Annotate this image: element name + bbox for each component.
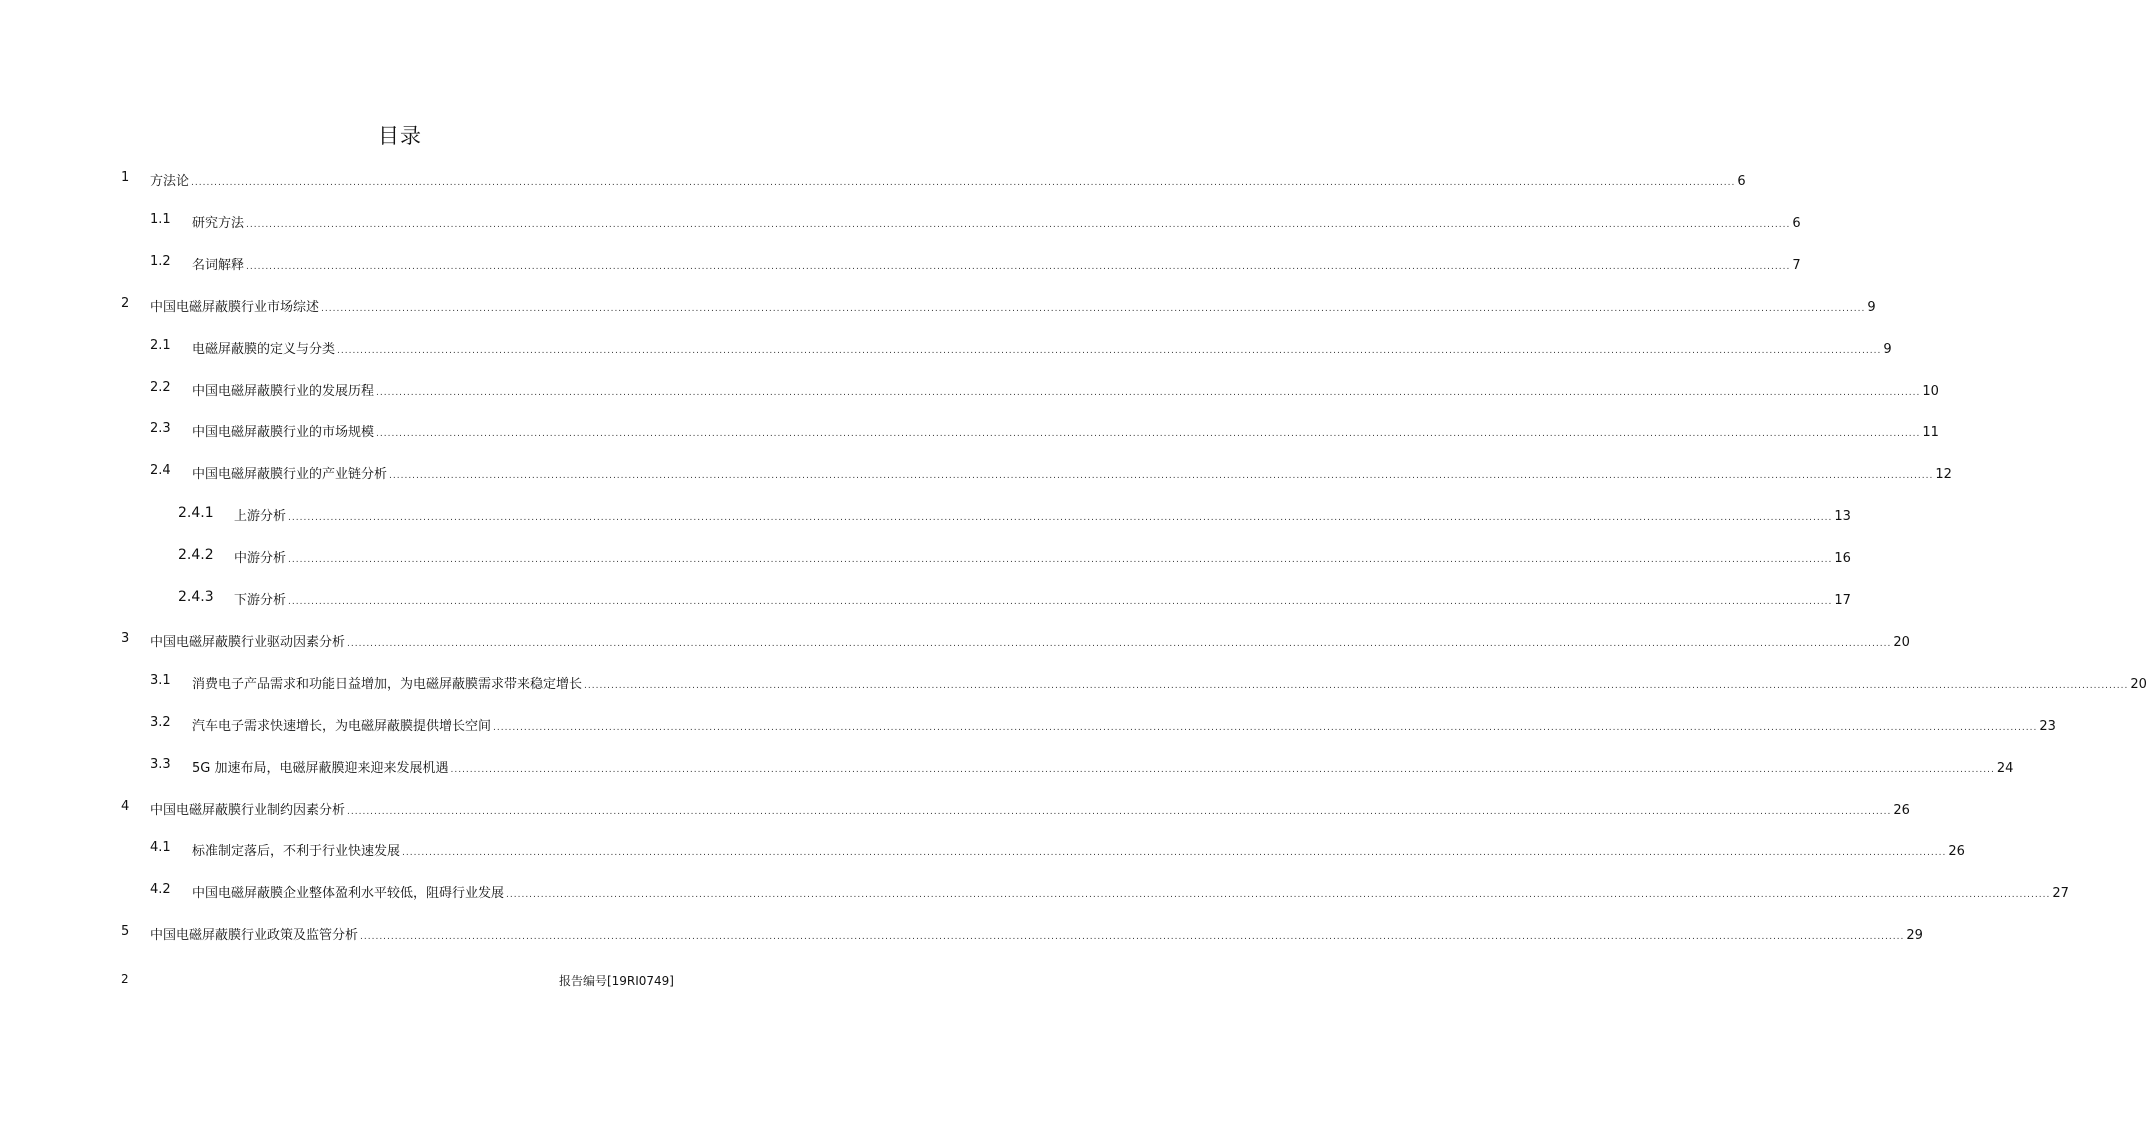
toc-entry-number: 2 — [121, 295, 130, 311]
toc-entry-number: 2.4.3 — [178, 589, 214, 605]
toc-leader-dots: ................................................................................................................................................................................................................................................................................................................................................................................................................ — [584, 680, 2129, 691]
toc-entry[interactable] — [0, 253, 1801, 276]
toc-entry-text — [192, 254, 1801, 273]
toc-entry[interactable] — [0, 798, 1910, 821]
toc-entry-label: 下游分析 — [234, 593, 287, 608]
toc-entry-page: 13 — [1834, 509, 1851, 525]
toc-entry-label: 中国电磁屏蔽膜行业的市场规模 — [192, 425, 375, 441]
toc-entry-label: 中国电磁屏蔽膜行业政策及监管分析 — [150, 928, 359, 944]
toc-entry-text — [150, 631, 1910, 650]
toc-entry-page: 11 — [1922, 425, 1939, 441]
toc-entry[interactable] — [0, 337, 1892, 360]
toc-entry-page: 17 — [1834, 593, 1851, 608]
toc-entry-text — [192, 715, 2056, 734]
toc-leader-dots: ................................................................................................................................................................................................................................................................................................................................................................................................................ — [360, 932, 1905, 943]
toc-entry-text — [234, 547, 1851, 567]
toc-entry-text — [150, 924, 1923, 944]
toc-entry-text — [192, 212, 1801, 231]
toc-entry-text — [192, 421, 1939, 441]
toc-entry-label: 中国电磁屏蔽膜行业驱动因素分析 — [150, 634, 346, 650]
toc-entry-number: 2.2 — [150, 379, 171, 395]
toc-entry-number: 4.1 — [150, 840, 171, 856]
toc-entry-page: 27 — [2052, 886, 2069, 902]
toc-title: 目录 — [378, 124, 422, 148]
toc-entry-page: 29 — [1906, 928, 1923, 944]
toc-entry-label: 中国电磁屏蔽膜行业的产业链分析 — [192, 467, 388, 483]
toc-entry-text — [234, 589, 1851, 608]
toc-entry[interactable] — [0, 463, 1952, 485]
toc-entry-page: 6 — [1737, 174, 1746, 189]
toc-entry-page: 20 — [2130, 676, 2147, 692]
toc-entry-page: 9 — [1867, 299, 1876, 315]
toc-entry-text — [234, 505, 1851, 525]
toc-entry-page: 26 — [1893, 802, 1910, 818]
toc-entry-label: 标准制定落后，不利于行业快速发展 — [192, 844, 401, 860]
toc-leader-dots: ................................................................................................................................................................................................................................................................................................................................................................................................................ — [376, 429, 1921, 440]
toc-entry[interactable] — [0, 211, 1801, 234]
toc-entry-page: 24 — [1996, 760, 2014, 776]
toc-entry-text — [192, 338, 1892, 357]
toc-entry-label: 中国电磁屏蔽膜行业市场综述 — [150, 299, 320, 315]
toc-entry[interactable] — [0, 589, 1851, 611]
toc-entry-text — [192, 380, 1939, 399]
toc-entry[interactable] — [0, 547, 1851, 569]
toc-entry-number: 2.1 — [150, 337, 171, 353]
toc-entry-label: 中国电磁屏蔽膜企业整体盈利水平较低，阻碍行业发展 — [192, 886, 505, 902]
toc-leader-dots: ................................................................................................................................................................................................................................................................................................................................................................................................................ — [337, 345, 1882, 356]
toc-leader-dots: ................................................................................................................................................................................................................................................................................................................................................................................................................ — [288, 555, 1833, 566]
toc-entry-label: 中国电磁屏蔽膜行业制约因素分析 — [150, 802, 346, 818]
toc-entry-label: 中游分析 — [234, 551, 287, 567]
toc-entry-page: 10 — [1922, 383, 1939, 399]
toc-entry-number: 4 — [121, 798, 130, 814]
toc-leader-dots: ................................................................................................................................................................................................................................................................................................................................................................................................................ — [246, 219, 1791, 230]
toc-entry-number: 5 — [121, 924, 130, 940]
toc-entry-page: 12 — [1935, 467, 1952, 483]
toc-entry-label: 中国电磁屏蔽膜行业的发展历程 — [192, 383, 375, 399]
toc-entry-number: 1 — [121, 170, 130, 185]
toc-entry-number: 3.2 — [150, 714, 171, 730]
toc-leader-dots: ................................................................................................................................................................................................................................................................................................................................................................................................................ — [402, 848, 1947, 859]
footer-report-id: 报告编号[19RI0749] — [558, 974, 674, 988]
toc-entry-number: 3.1 — [150, 672, 171, 688]
toc-entry-text — [150, 799, 1910, 818]
toc-entry-number: 3 — [121, 630, 130, 646]
toc-entry-number: 2.4 — [150, 463, 171, 479]
toc-entry-text — [192, 673, 2147, 692]
toc-leader-dots: ................................................................................................................................................................................................................................................................................................................................................................................................................ — [246, 261, 1791, 272]
toc-entry[interactable] — [0, 756, 2014, 779]
toc-entry[interactable] — [0, 379, 1939, 402]
toc-entry-number: 3.3 — [150, 756, 171, 772]
toc-entry[interactable] — [0, 714, 2056, 737]
toc-leader-dots: ................................................................................................................................................................................................................................................................................................................................................................................................................ — [389, 471, 1934, 482]
toc-entry-number: 2.4.1 — [178, 505, 214, 522]
toc-leader-dots: ................................................................................................................................................................................................................................................................................................................................................................................................................ — [191, 178, 1736, 188]
toc-entry-page: 20 — [1893, 634, 1910, 650]
toc-entry-label: 5G 加速布局，电磁屏蔽膜迎来迎来发展机遇 — [192, 760, 449, 776]
toc-leader-dots: ................................................................................................................................................................................................................................................................................................................................................................................................................ — [321, 303, 1866, 314]
toc-entry-text — [150, 296, 1876, 315]
toc-leader-dots: ................................................................................................................................................................................................................................................................................................................................................................................................................ — [450, 764, 1995, 775]
toc-entry-text — [192, 757, 2014, 776]
toc-leader-dots: ................................................................................................................................................................................................................................................................................................................................................................................................................ — [347, 638, 1892, 649]
toc-entry[interactable] — [0, 295, 1876, 318]
toc-entry-page: 23 — [2039, 718, 2056, 734]
toc-leader-dots: ................................................................................................................................................................................................................................................................................................................................................................................................................ — [506, 890, 2051, 901]
toc-entry-number: 2.3 — [150, 421, 171, 437]
toc-leader-dots: ................................................................................................................................................................................................................................................................................................................................................................................................................ — [347, 806, 1892, 817]
toc-entry-label: 方法论 — [150, 174, 190, 189]
toc-entry[interactable] — [0, 882, 2069, 904]
toc-entry-page: 6 — [1792, 215, 1801, 231]
toc-entry-label: 研究方法 — [192, 215, 245, 231]
toc-entry-number: 2.4.2 — [178, 547, 214, 564]
footer-page-number: 2 — [121, 972, 129, 986]
toc-entry-number: 4.2 — [150, 882, 171, 898]
toc-entry-label: 汽车电子需求快速增长，为电磁屏蔽膜提供增长空间 — [192, 718, 492, 734]
toc-leader-dots: ................................................................................................................................................................................................................................................................................................................................................................................................................ — [376, 387, 1921, 398]
toc-entry-text — [192, 882, 2069, 902]
toc-entry[interactable] — [0, 672, 2147, 695]
toc-entry-label: 上游分析 — [234, 509, 287, 525]
toc-entry-text — [192, 840, 1965, 860]
toc-entry[interactable] — [0, 840, 1965, 862]
toc-entry-number: 1.2 — [150, 253, 171, 269]
toc-entry-page: 16 — [1834, 551, 1851, 567]
toc-entry-page: 7 — [1792, 257, 1801, 273]
toc-entry[interactable] — [0, 421, 1939, 443]
toc-entry-label: 电磁屏蔽膜的定义与分类 — [192, 341, 336, 357]
toc-entry-label: 名词解释 — [192, 257, 245, 273]
toc-leader-dots: ................................................................................................................................................................................................................................................................................................................................................................................................................ — [288, 513, 1833, 524]
toc-entry[interactable] — [0, 170, 1746, 192]
toc-entry-text — [192, 463, 1952, 483]
toc-entry-page: 9 — [1883, 341, 1892, 357]
toc-entry-number: 1.1 — [150, 211, 171, 227]
toc-leader-dots: ................................................................................................................................................................................................................................................................................................................................................................................................................ — [288, 597, 1833, 607]
toc-leader-dots: ................................................................................................................................................................................................................................................................................................................................................................................................................ — [493, 722, 2038, 733]
toc-entry[interactable] — [0, 630, 1910, 653]
toc-entry-page: 26 — [1948, 844, 1965, 860]
toc-entry-label: 消费电子产品需求和功能日益增加，为电磁屏蔽膜需求带来稳定增长 — [192, 676, 583, 692]
toc-entry[interactable] — [0, 924, 1923, 946]
toc-entry-text — [150, 170, 1746, 189]
toc-entry[interactable] — [0, 505, 1851, 527]
